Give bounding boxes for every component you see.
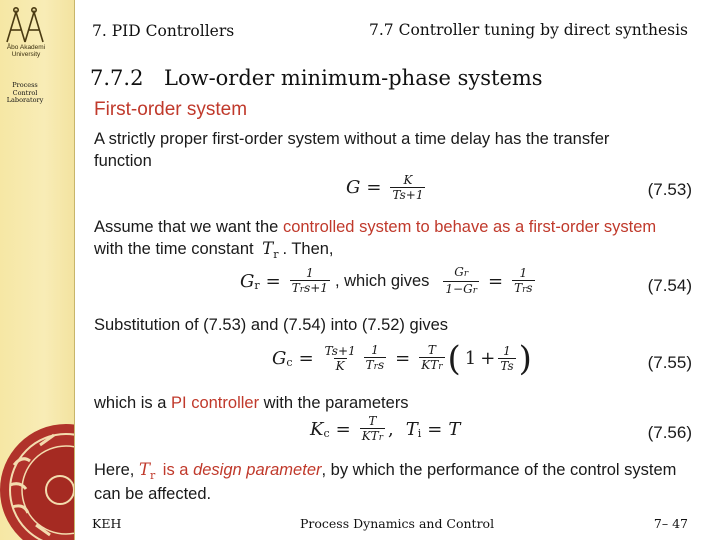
university-name: Åbo Akademi University [6, 44, 46, 58]
footer-page-number: 7– 47 [653, 516, 688, 531]
sidebar [0, 0, 74, 540]
which-gives-text: , which gives [334, 272, 430, 290]
p5-text-a: Here, [94, 461, 139, 479]
section-number: 7.7.2 [90, 66, 144, 90]
lab-line-1: Process [12, 81, 38, 89]
sidebar-divider [74, 0, 75, 540]
p2-text-c: . Then, [282, 240, 334, 258]
paragraph-3: Substitution of (7.53) and (7.54) into (7.52) gives [94, 316, 449, 334]
paragraph-5 [94, 459, 694, 505]
p2-highlight: controlled system to behave as a first-order system [282, 218, 657, 236]
section-title [90, 66, 543, 90]
pi-controller-highlight: PI controller [171, 394, 260, 412]
section-header: 7.7 Controller tuning by direct synthesis [369, 21, 688, 39]
equation-7-56: K c = $\frac{T}{\text{KTr}}$ , T i = T [310, 414, 461, 443]
equation-number-7-53: (7.53) [647, 180, 692, 199]
equation-number-7-54: (7.54) [647, 276, 692, 295]
equation-number-7-55: (7.55) [647, 353, 692, 372]
paragraph-4 [94, 392, 409, 414]
equation-7-53: G = $\frac{K}{Ts+1}$ [346, 173, 424, 202]
p4-text-a: which is a [94, 394, 172, 412]
footer-author: KEH [92, 516, 122, 531]
subsection-title: First-order system [94, 99, 248, 120]
p4-text-b: with the parameters [259, 394, 409, 412]
university-logo-icon [4, 6, 46, 44]
time-constant-symbol: $T_r$ [262, 239, 279, 261]
lab-name [2, 82, 48, 105]
lab-line-3: Laboratory [6, 96, 44, 104]
p2-text-a: Assume that we want the [94, 218, 283, 236]
p5-text-d: , by which the performance of the control system can be affected. [94, 461, 677, 503]
lab-line-2: Control [12, 88, 38, 97]
equation-number-7-56: (7.56) [647, 423, 692, 442]
university-seal-icon [0, 385, 74, 540]
footer-course: Process Dynamics and Control [300, 516, 495, 531]
section-title-text: Low-order minimum-phase systems [164, 66, 543, 90]
chapter-header: 7. PID Controllers [92, 22, 235, 40]
paragraph-2 [94, 216, 674, 262]
p2-text-b: with the time constant [94, 240, 259, 258]
paragraph-1: A strictly proper first-order system without a time delay has the transfer function [94, 130, 610, 170]
equation-7-55: G c = $\frac{Ts+1}{K}$ $\frac{1}{\text{Trs}}$ = $\frac{T}{\text{KTr}}$ ( 1 + $\frac{1}{Ts}$ ) [272, 338, 532, 379]
design-parameter-highlight: $T_r$ is a design parameter [138, 460, 322, 482]
p5-red-c: design parameter [193, 461, 322, 479]
p5-red-b: is a [158, 461, 194, 479]
equation-7-54: G r = $\frac{1}{\text{Trs+1}}$ , which gives $\frac{Gr}{1-Gr}$ = $\frac{1}{\text{Trs}}$ [240, 265, 533, 296]
